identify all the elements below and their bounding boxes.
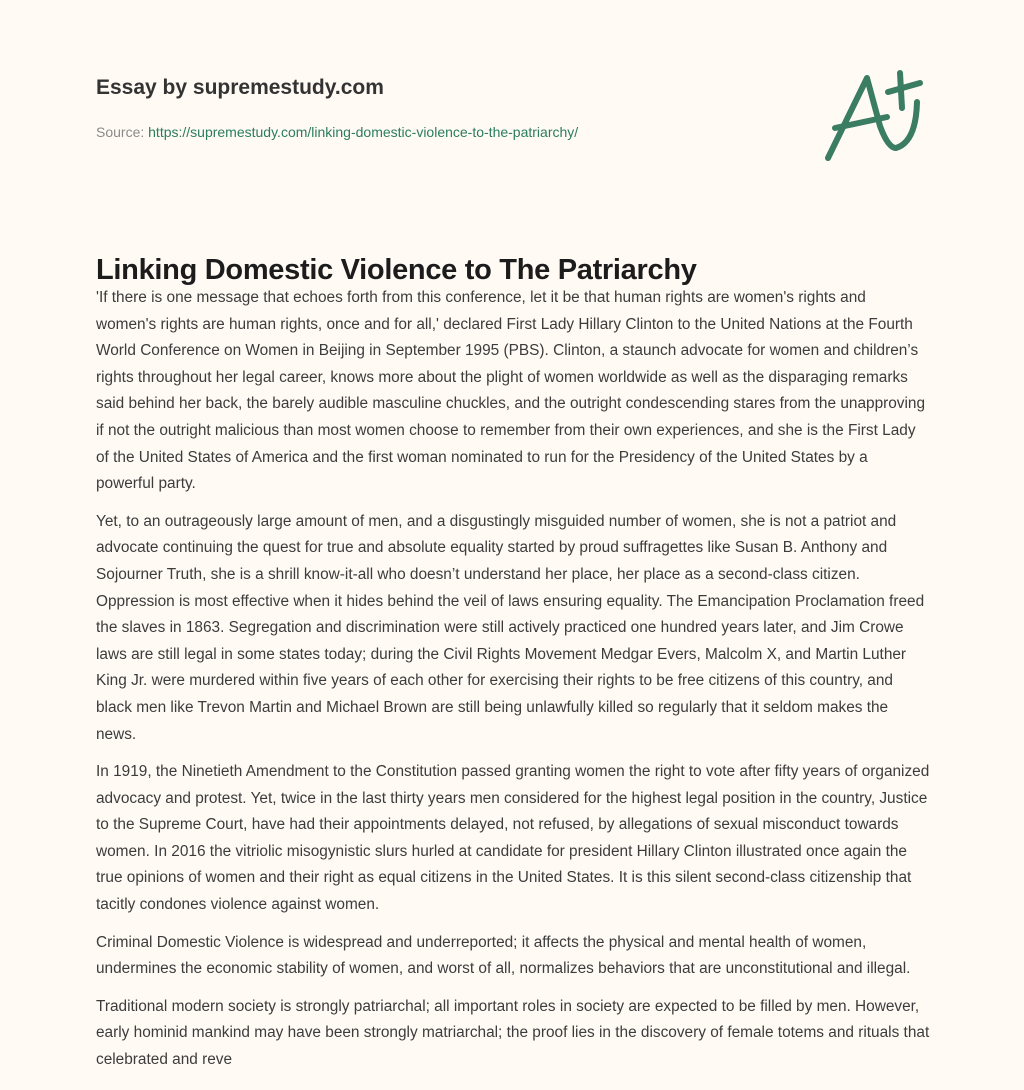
paragraph: In 1919, the Ninetieth Amendment to the Constitution passed granting women the right to vote after fifty years of organized advocacy and protest. Yet, twice in the last thirty years men considered for the highest legal position in the country, Justice to the Supreme Court, have had their appointments delayed, not refused, by allegations of sexual misconduct towards women. In 2016 the vitriolic misogynistic slurs hurled at candidate for president Hillary Clinton illustrated once again the true opinions of women and their right as equal citizens in the United States. It is this silent second-class citizenship that tacitly condones violence against women. — [96, 763, 930, 914]
a-plus-logo-icon — [800, 30, 950, 180]
site-brand: Essay by supremestudy.com — [96, 76, 384, 99]
source-line — [96, 124, 578, 140]
article-body — [96, 285, 930, 1085]
paragraph: Yet, to an outrageously large amount of men, and a disgustingly misguided number of women, she is not a patriot and advocate continuing the quest for true and absolute equality started by proud suffragettes like Susan B. Anthony and Sojourner Truth, she is a shrill know-it-all who doesn’t understand her place, her place as a second-class citizen. Oppression is most effective when it hides behind the veil of laws ensuring equality. The Emancipation Proclamation freed the slaves in 1863. Segregation and discrimination were still actively practiced one hundred years later, and Jim Crowe laws are still legal in some states today; during the Civil Rights Movement Medgar Evers, Malcolm X, and Martin Luther King Jr. were murdered within five years of each other for exercising their rights to be free citizens of this country, and black men like Trevon Martin and Michael Brown are still being unlawfully killed so regularly that it seldom makes the news. — [96, 512, 925, 743]
paragraph: Criminal Domestic Violence is widespread and underreported; it affects the physical and mental health of women, undermines the economic stability of women, and worst of all, normalizes behaviors that are unconstitutional and illegal. — [96, 933, 911, 978]
paragraph: Traditional modern society is strongly patriarchal; all important roles in society are expected to be filled by men. However, early hominid mankind may have been strongly matriarchal; the proof lies in the discovery of female totems and rituals that celebrated and reve — [96, 997, 930, 1069]
source-link[interactable]: https://supremestudy.com/linking-domestic-violence-to-the-patriarchy/ — [148, 124, 579, 140]
paragraph: 'If there is one message that echoes forth from this conference, let it be that human rights are women's rights and women's rights are human rights, once and for all,' declared First Lady Hillary Clinton to the United Nations at the Fourth World Conference on Women in Beijing in September 1995 (PBS). Clinton, a staunch advocate for women and children’s rights throughout her legal career, knows more about the plight of women worldwide as well as the disparaging remarks said behind her back, the barely audible masculine chuckles, and the outright condescending stares from the unapproving if not the outright malicious than most women choose to remember from their own experiences, and she is the First Lady of the United States of America and the first woman nominated to run for the Presidency of the United States by a powerful party. — [96, 289, 926, 493]
source-label: Source: — [96, 124, 149, 140]
article-title: Linking Domestic Violence to The Patriarchy — [96, 254, 697, 286]
